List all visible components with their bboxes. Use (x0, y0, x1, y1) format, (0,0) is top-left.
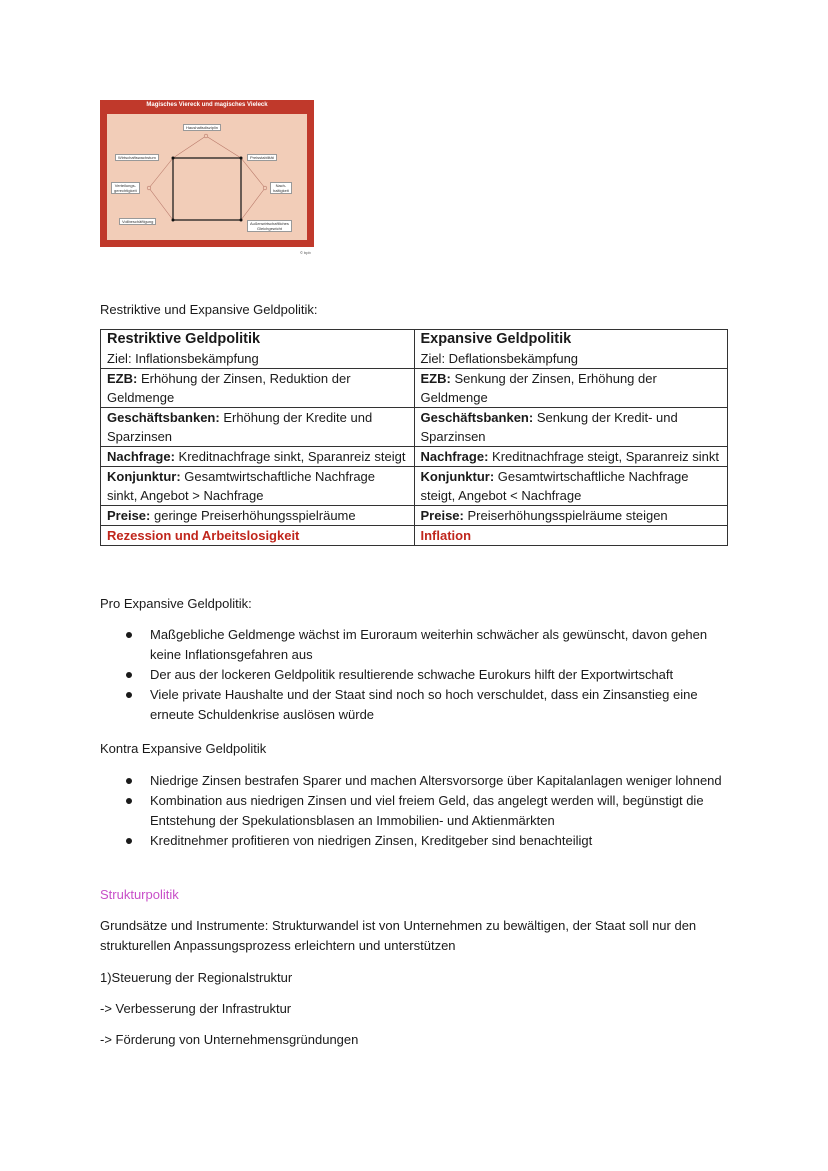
figure-panel (107, 114, 307, 240)
bullet-icon (126, 692, 132, 698)
label-aussenwirtschaft: Außenwirtschaftliches Gleichgewicht (247, 220, 292, 232)
label-haushaltsdisziplin: Haushaltsdisziplin (183, 124, 221, 131)
result-restriktive: Rezession und Arbeitslosigkeit (107, 528, 300, 543)
table-cell (101, 526, 415, 546)
table-cell (414, 330, 728, 369)
magic-square-outline (173, 158, 241, 220)
table-cell (101, 330, 415, 369)
cell-key: Nachfrage: (420, 449, 489, 464)
restriktive-ziel: Ziel: Inflationsbekämpfung (107, 351, 259, 366)
cell-key: EZB: (420, 371, 451, 386)
table-cell (414, 467, 728, 506)
struktur-point-1: 1)Steuerung der Regionalstruktur (100, 970, 293, 985)
table-cell (414, 447, 728, 467)
cell-key: Konjunktur: (420, 469, 495, 484)
table-row (101, 447, 728, 467)
table-cell (101, 506, 415, 526)
list-item (100, 791, 730, 831)
table-row (101, 526, 728, 546)
table-cell (414, 506, 728, 526)
table-row (101, 408, 728, 447)
expansive-title: Expansive Geldpolitik (420, 331, 572, 347)
table-cell (101, 447, 415, 467)
struktur-subpoint-infrastruktur: -> Verbesserung der Infrastruktur (100, 1001, 292, 1016)
cell-text: Erhöhung der Zinsen, Reduktion der Geldmenge (107, 371, 351, 405)
table-row (101, 369, 728, 408)
geldpolitik-heading: Restriktive und Expansive Geldpolitik: (100, 302, 318, 317)
list-item-text: Kreditnehmer profitieren von niedrigen Zinsen, Kreditgeber sind benachteiligt (150, 833, 593, 848)
table-cell (414, 369, 728, 408)
cell-key: Preise: (420, 508, 464, 523)
cell-text: Kreditnachfrage steigt, Sparanreiz sinkt (488, 449, 719, 464)
struktur-subpoint-gruendungen: -> Förderung von Unternehmensgründungen (100, 1032, 359, 1047)
strukturpolitik-heading: Strukturpolitik (100, 887, 179, 902)
table-cell (101, 369, 415, 408)
list-item-text: Maßgebliche Geldmenge wächst im Euroraum weiterhin schwächer als gewünscht, davon gehen keine Inflationsgefahren aus (150, 627, 708, 662)
table-cell (101, 408, 415, 447)
cell-key: EZB: (107, 371, 138, 386)
contra-heading: Kontra Expansive Geldpolitik (100, 741, 267, 756)
expansive-ziel: Ziel: Deflationsbekämpfung (420, 351, 579, 366)
cell-text: Gesamtwirtschaftliche Nachfrage steigt, Angebot < Nachfrage (420, 469, 689, 503)
geldpolitik-table (100, 329, 728, 546)
cell-text: Senkung der Zinsen, Erhöhung der Geldmenge (420, 371, 657, 405)
cell-text: Erhöhung der Kredite und Sparzinsen (107, 410, 373, 444)
cell-key: Preise: (107, 508, 151, 523)
restriktive-title: Restriktive Geldpolitik (107, 331, 261, 347)
bullet-icon (126, 672, 132, 678)
cell-key: Geschäftsbanken: (107, 410, 220, 425)
cell-key: Nachfrage: (107, 449, 175, 464)
table-row (101, 467, 728, 506)
magic-square-figure (100, 100, 314, 247)
pro-list (100, 625, 730, 725)
list-item (100, 665, 730, 685)
label-wirtschaftswachstum: Wirtschaftswachstum (115, 154, 159, 161)
contra-list (100, 771, 730, 851)
list-item-text: Kombination aus niedrigen Zinsen und viel freiem Geld, das angelegt werden will, begünstigt die Entstehung der Spekulationsblasen an Immobilien- und Aktienmärkten (150, 793, 704, 828)
bullet-icon (126, 798, 132, 804)
bullet-icon (126, 632, 132, 638)
cell-text: Preiserhöhungsspielräume steigen (463, 508, 668, 523)
list-item-text: Niedrige Zinsen bestrafen Sparer und machen Altersvorsorge über Kapitalanlagen weniger lohnend (150, 773, 722, 788)
list-item (100, 685, 730, 725)
table-cell (414, 526, 728, 546)
table-row (101, 506, 728, 526)
list-item (100, 771, 730, 791)
bullet-icon (126, 778, 132, 784)
list-item-text: Der aus der lockeren Geldpolitik resultierende schwache Eurokurs hilft der Exportwirtschaft (150, 667, 674, 682)
table-row (101, 330, 728, 369)
cell-key: Geschäftsbanken: (420, 410, 534, 425)
cell-text: Gesamtwirtschaftliche Nachfrage sinkt, Angebot > Nachfrage (107, 469, 376, 503)
pro-heading: Pro Expansive Geldpolitik: (100, 596, 252, 611)
bullet-icon (126, 838, 132, 844)
label-preisstabilitaet: Preisstabilität (247, 154, 277, 161)
table-cell (101, 467, 415, 506)
cell-text: geringe Preiserhöhungsspielräume (150, 508, 356, 523)
label-vollbeschaeftigung: Vollbeschäftigung (119, 218, 156, 225)
figure-copyright: © bpb (300, 250, 311, 255)
list-item (100, 625, 730, 665)
figure-title: Magisches Viereck und magisches Vieleck (146, 102, 268, 108)
label-verteilungsgerechtigkeit: Verteilungs- gerechtigkeit (111, 182, 140, 194)
label-nachhaltigkeit: Nach- haltigkeit (270, 182, 292, 194)
list-item-text: Viele private Haushalte und der Staat sind noch so hoch verschuldet, dass ein Zinsanstieg eine erneute Schuldenkrise auslösen würde (150, 687, 698, 722)
cell-text: Senkung der Kredit- und Sparzinsen (420, 410, 678, 444)
strukturpolitik-intro: Grundsätze und Instrumente: Strukturwandel ist von Unternehmen zu bewältigen, der Staat soll nur den strukturellen Anpassungsprozess erleichtern und unterstützen (100, 918, 697, 953)
cell-text: Kreditnachfrage sinkt, Sparanreiz steigt (174, 449, 406, 464)
list-item (100, 831, 730, 851)
result-expansive: Inflation (420, 528, 472, 543)
cell-key: Konjunktur: (107, 469, 181, 484)
table-cell (414, 408, 728, 447)
